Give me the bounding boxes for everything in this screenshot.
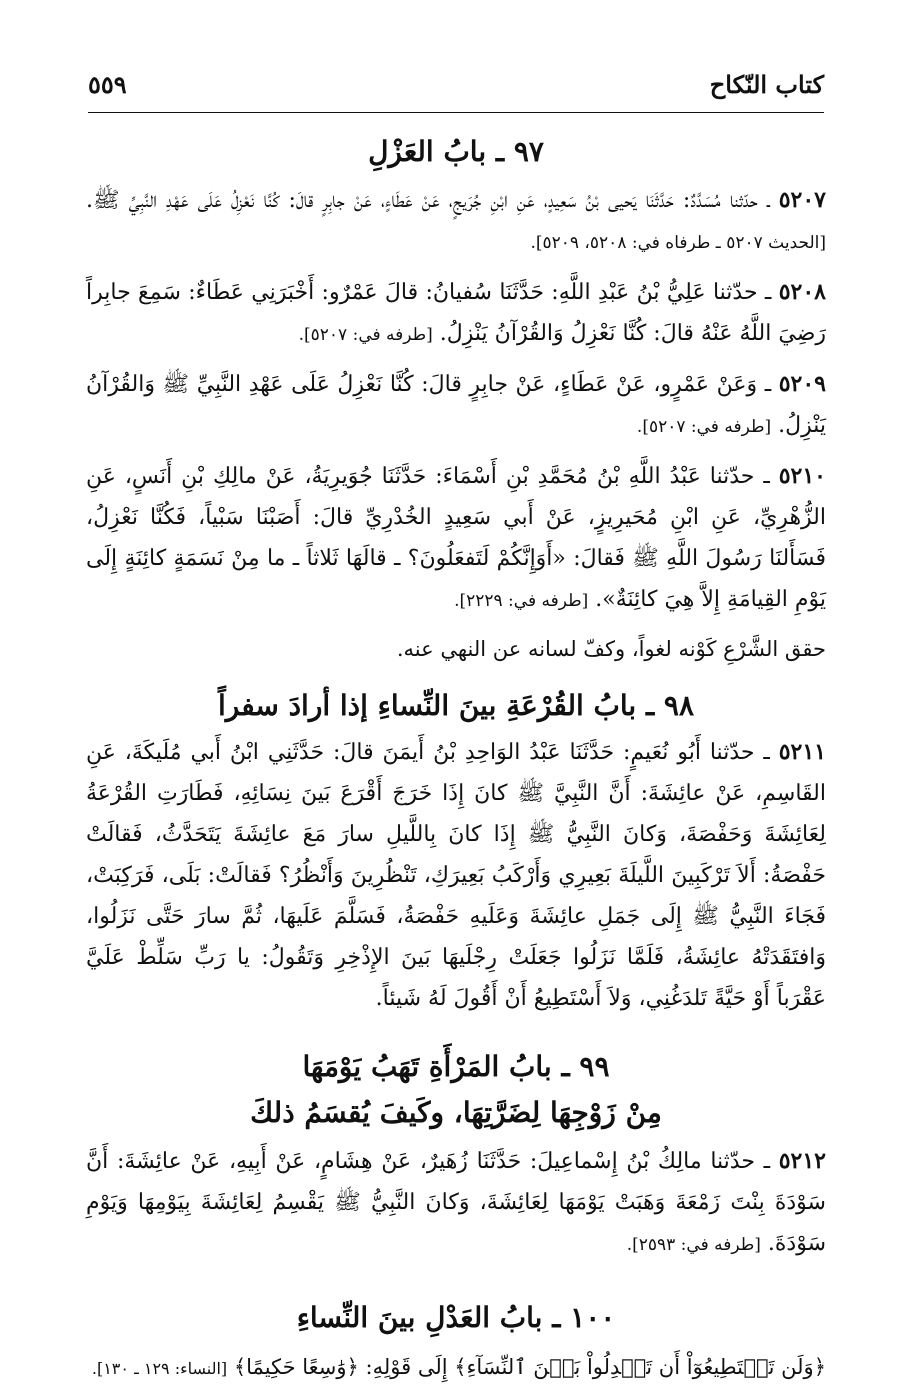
hadith-5208 bbox=[86, 272, 826, 356]
hadith-text: ـ حدّثنا عَلِيُّ بْنُ عَبْدِ اللَّهِ: حَدَّثَنَا سُفيانُ: قالَ عَمْرٌو: أَخْبَرَنِي عَطَاءٌ: سَمِعَ جابِراً رَضِيَ اللَّهُ عَنْهُ قالَ: كُنَّا نَعْزِلُ وَالقُرْآنُ يَنْزِلُ. bbox=[86, 280, 826, 346]
hadith-text: ـ وَعَنْ عَمْرٍو، عَنْ عَطَاءٍ، عَنْ جابِرٍ قالَ: كُنَّا نَعْزِلُ عَلَى عَهْدِ النَّبِيِّ ﷺ وَالقُرْآنُ يَنْزِلُ. bbox=[86, 372, 826, 438]
page-number: ٥٥٩ bbox=[88, 70, 127, 99]
hadith-number: ٥٢١٢ bbox=[778, 1148, 826, 1174]
hadith-number: ٥٢٠٧ bbox=[778, 187, 826, 213]
chapter-100-heading: ١٠٠ ـ بابُ العَدْلِ بينَ النِّساءِ bbox=[296, 1301, 616, 1334]
hadith-text: ـ حدّثنا أَبُو نُعَيمٍ: حَدَّثَنَا عَبْدُ الوَاحِدِ بْنُ أَيمَنَ قالَ: حَدَّثَنِي ابْنُ أَبي مُلَيكَةَ، عَنِ القَاسِمِ، عَنْ عائِشَةَ: أَنَّ النَّبِيَّ ﷺ كانَ إِذَا خَرَجَ أَقْرَعَ بَينَ نِسَائِهِ، فَطَارَتِ القُرْعَةُ لِعَائِشَةَ وَحَفْصَةَ، وَكانَ النَّبِيُّ ﷺ إِذَا كانَ بِاللَّيلِ سارَ مَعَ عائِشَةَ يَتَحَدَّثُ، فَقالَتْ حَفْصَةُ: أَلاَ تَرْكَبِينَ اللَّيلَةَ بَعِيرِي وَأَرْكَبُ بَعِيرَكِ، تَنْظُرِينَ وَأَنْظُرُ؟ فَقالَتْ: بَلَى، فَرَكِبَتْ، فَجَاءَ النَّبِيُّ ﷺ إِلَى جَمَلِ عائِشَةَ وَعَلَيهِ حَفْصَةُ، فَسَلَّمَ عَلَيهَا، ثُمَّ سارَ حَتَّى نَزَلُوا، وَافتَقَدَتْهُ عائِشَةُ، فَلَمَّا نَزَلُوا جَعَلَتْ رِجْلَيهَا بَينَ الإِذْخِرِ وَتَقُولُ: يا رَبِّ سَلِّطْ عَلَيَّ عَقْرَباً أَوْ حَيَّةً تَلدَغُنِي، وَلاَ أَسْتَطِيعُ أَنْ أَقُولَ لَهُ شَيئاً. bbox=[86, 740, 826, 1011]
chapter-98-heading: ٩٨ ـ بابُ القُرْعَةِ بينَ النِّساءِ إذا أرادَ سفراً bbox=[217, 689, 694, 722]
commentary-note: حقق الشَّرْعِ كَوْنه لغواً، وكفّ لسانه عن النهي عنه. bbox=[396, 637, 826, 661]
hadith-number: ٥٢٠٨ bbox=[778, 279, 826, 305]
page-content bbox=[86, 128, 826, 1388]
hadith-text: ـ حدّثنا مُسَدَّدٌ: حَدَّثَنَا يَحيى بْنُ سَعِيدٍ، عَنِ ابْنِ جُرَيجٍ، عَنْ عَطَاءٍ، عَنْ جابِرٍ قالَ: كُنَّا نَعْزِلُ عَلَى عَهْدِ النَّبِيِّ ﷺ. bbox=[86, 188, 779, 213]
hadith-5210 bbox=[86, 456, 826, 622]
hadith-reference: [الحديث ٥٢٠٧ ـ طرفاه في: ٥٢٠٨، ٥٢٠٩]. bbox=[530, 233, 826, 253]
hadith-5207 bbox=[86, 180, 826, 264]
book-title: كتاب النّكاح bbox=[709, 70, 824, 99]
quran-verse bbox=[86, 1348, 826, 1388]
verse-reference: [النساء: ١٢٩ ـ ١٣٠]. bbox=[91, 1359, 228, 1378]
chapter-99-heading: ٩٩ ـ بابُ المَرْأَةِ تَهَبُ يَوْمَهَا bbox=[302, 1050, 610, 1083]
verse-text: ﴿وَلَن تَسۡتَطِيعُوٓاْ أَن تَعۡدِلُواْ بَيۡنَ ٱلنِّسَآءِ﴾ إِلَى قَوْلِهِ: ﴿وَٰسِعًا حَكِيمًا﴾ bbox=[227, 1355, 826, 1379]
hadith-number: ٥٢١٠ bbox=[778, 463, 826, 489]
hadith-reference: [طرفه في: ٥٢٠٧]. bbox=[636, 417, 772, 437]
hadith-5212 bbox=[86, 1141, 826, 1266]
hadith-5209 bbox=[86, 364, 826, 448]
chapter-99-subheading: مِنْ زَوْجِهَا لِضَرَّتِهَا، وكَيفَ يُقسَمُ ذلكَ bbox=[250, 1096, 662, 1129]
hadith-5211 bbox=[86, 732, 826, 1019]
hadith-number: ٥٢٠٩ bbox=[778, 371, 826, 397]
hadith-reference: [طرفه في: ٢٥٩٣]. bbox=[626, 1235, 761, 1255]
hadith-text: ـ حدّثنا مالِكُ بْنُ إِسْماعِيلَ: حَدَّثَنَا زُهَيرٌ، عَنْ هِشَامٍ، عَنْ أَبِيهِ، عَنْ عائِشَةَ: أَنَّ سَوْدَةَ بِنْتَ زَمْعَةَ وَهَبَتْ يَوْمَهَا لِعَائِشَةَ، وَكانَ النَّبِيُّ ﷺ يَقْسِمُ لِعَائِشَةَ بِيَوْمِهَا وَيَوْمِ سَوْدَةَ. bbox=[86, 1149, 826, 1256]
hadith-number: ٥٢١١ bbox=[778, 739, 826, 765]
page-header bbox=[88, 66, 824, 113]
hadith-reference: [طرفه في: ٢٢٢٩]. bbox=[454, 591, 589, 611]
hadith-reference: [طرفه في: ٥٢٠٧]. bbox=[298, 325, 433, 345]
hadith-text: ـ حدّثنا عَبْدُ اللَّهِ بْنُ مُحَمَّدِ بْنِ أَسْمَاءَ: حَدَّثَنَا جُوَيرِيَةُ، عَنْ مالِكِ بْنِ أَنَسٍ، عَنِ الزُّهْرِيِّ، عَنِ ابْنِ مُحَيرِيزٍ، عَنْ أَبي سَعِيدٍ الخُدْرِيِّ قالَ: أَصَبْنَا سَبْياً، فَكُنَّا نَعْزِلُ، فَسَأَلنَا رَسُولَ اللَّهِ ﷺ فَقالَ: «أَوَإِنَّكُمْ لَتَفعَلُونَ؟ ـ قالَهَا ثَلاثاً ـ ما مِنْ نَسَمَةٍ كائِنَةٍ إِلَى يَوْمِ القِيامَةِ إِلاَّ هِيَ كائِنَةٌ». bbox=[86, 464, 826, 612]
chapter-97-heading: ٩٧ ـ بابُ العَزْلِ bbox=[368, 135, 544, 168]
